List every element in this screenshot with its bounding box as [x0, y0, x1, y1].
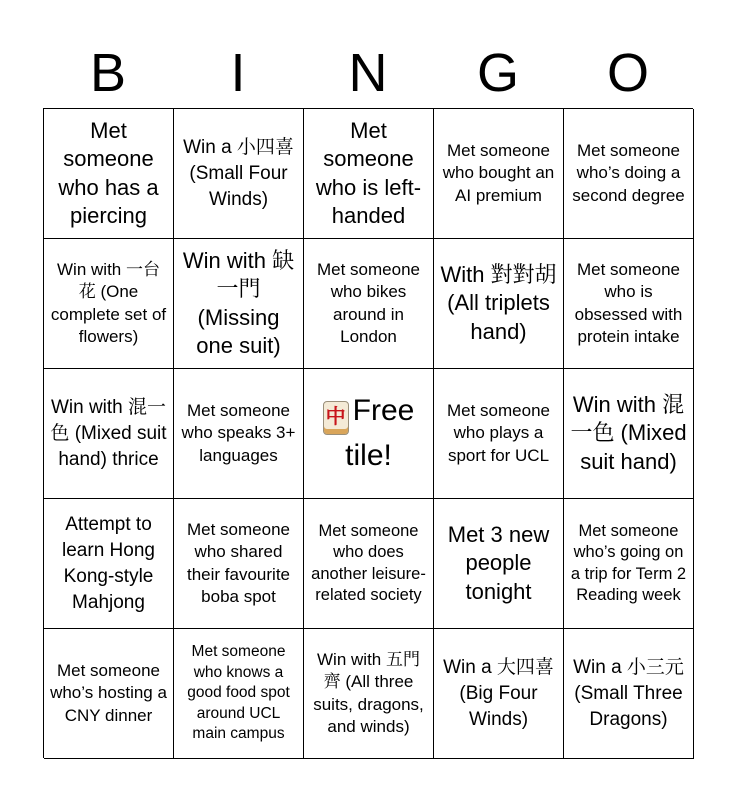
bingo-cell[interactable] [304, 499, 434, 629]
header-letter-o: O [606, 43, 649, 103]
cell-text: Met someone who bikes around in London [317, 259, 420, 346]
cell-text: Win with 五門齊 (All three suits, dragons, and winds) [313, 649, 424, 736]
bingo-cell[interactable] [174, 109, 304, 239]
bingo-cell[interactable] [44, 239, 174, 369]
bingo-cell[interactable] [434, 629, 564, 759]
bingo-cell[interactable] [44, 369, 174, 499]
free-tile-content [310, 390, 427, 477]
bingo-cell[interactable] [304, 109, 434, 239]
cell-text: Met someone who’s going on a trip for Term 2 Reading week [570, 521, 687, 604]
bingo-cell[interactable] [564, 109, 694, 239]
bingo-cell[interactable] [434, 109, 564, 239]
bingo-cell[interactable] [304, 629, 434, 759]
cell-text: Met someone who bought an AI premium [442, 140, 555, 205]
header-letter-i: I [230, 43, 246, 103]
bingo-cell[interactable] [564, 239, 694, 369]
mahjong-red-dragon-icon: 中 [323, 401, 349, 435]
bingo-cell[interactable] [564, 499, 694, 629]
cell-text: Met someone who knows a good food spot around UCL main campus [187, 643, 290, 743]
cell-text: Attempt to learn Hong Kong-style Mahjong [62, 513, 155, 613]
cell-text: Met someone who does another leisure-related society [311, 521, 426, 604]
cell-text: Met someone who’s hosting a CNY dinner [50, 660, 167, 725]
bingo-header [43, 42, 693, 104]
cell-text: Met 3 new people tonight [447, 521, 550, 604]
bingo-cell[interactable] [174, 499, 304, 629]
cell-text: Win with 一台花 (One complete set of flowers) [50, 259, 167, 346]
cell-text: With 對對胡 (All triplets hand) [440, 261, 557, 344]
cell-text: Met someone who is left-handed [315, 117, 422, 228]
cell-text: Met someone who has a piercing [58, 117, 159, 228]
cell-text: Met someone who plays a sport for UCL [447, 400, 550, 465]
header-letter-g: G [476, 43, 519, 103]
bingo-grid [43, 108, 693, 758]
free-tile-label: Free tile! [345, 394, 415, 472]
free-tile-cell[interactable] [304, 369, 434, 499]
bingo-cell[interactable] [174, 369, 304, 499]
cell-text: Win with 混一色 (Mixed suit hand) thrice [50, 396, 167, 470]
bingo-cell[interactable] [564, 369, 694, 499]
cell-text: Met someone who speaks 3+ languages [181, 400, 296, 465]
bingo-cell[interactable] [44, 109, 174, 239]
bingo-cell[interactable] [174, 629, 304, 759]
cell-text: Met someone who’s doing a second degree [572, 140, 685, 205]
bingo-cell[interactable] [44, 499, 174, 629]
cell-text: Win with 混一色 (Mixed suit hand) [570, 391, 687, 474]
bingo-cell[interactable] [434, 239, 564, 369]
bingo-cell[interactable] [44, 629, 174, 759]
bingo-cell[interactable] [174, 239, 304, 369]
bingo-cell[interactable] [434, 369, 564, 499]
bingo-cell[interactable] [304, 239, 434, 369]
cell-text: Win with 缺一門 (Missing one suit) [182, 247, 295, 358]
bingo-cell[interactable] [434, 499, 564, 629]
header-letter-b: B [89, 43, 127, 103]
cell-text: Win a 大四喜 (Big Four Winds) [443, 656, 554, 730]
header-letter-n: N [348, 43, 388, 103]
bingo-cell[interactable] [564, 629, 694, 759]
cell-text: Win a 小三元 (Small Three Dragons) [573, 656, 684, 730]
cell-text: Met someone who shared their favourite boba spot [187, 519, 290, 606]
cell-text: Met someone who is obsessed with protein intake [574, 259, 683, 346]
cell-text: Win a 小四喜 (Small Four Winds) [183, 136, 294, 210]
